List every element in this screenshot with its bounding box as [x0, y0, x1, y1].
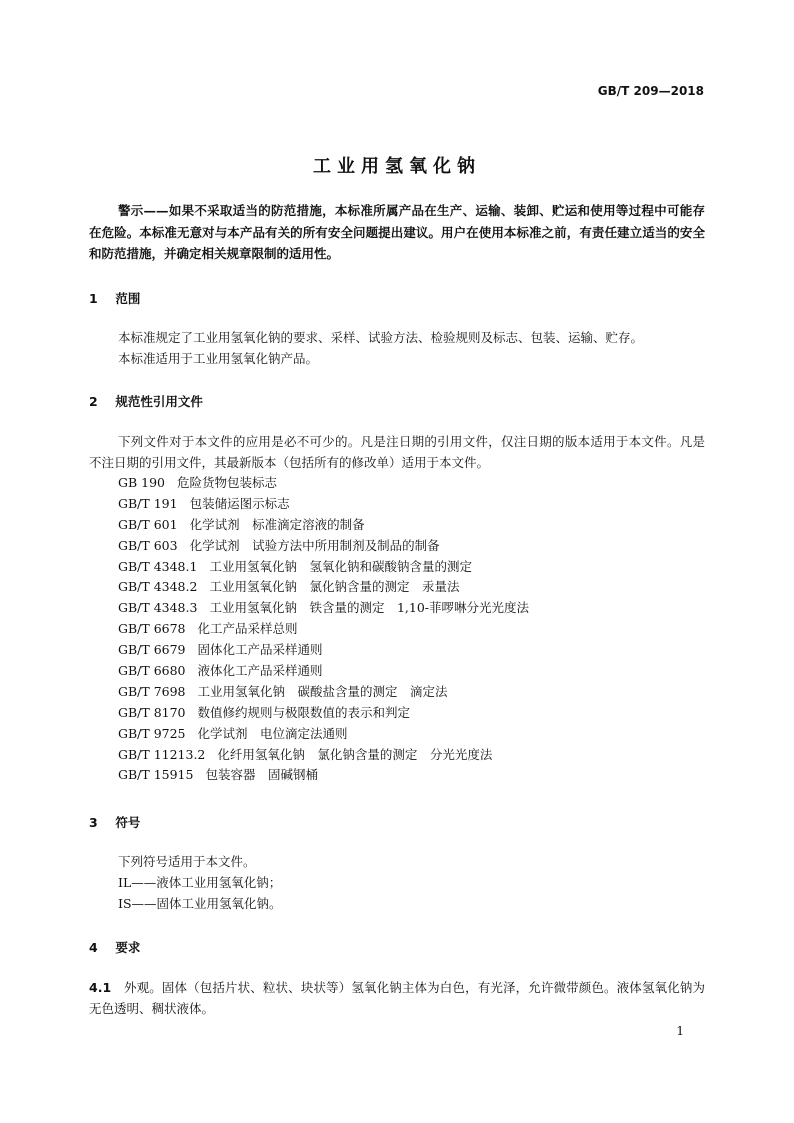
section-heading-references: [89, 392, 203, 410]
section-heading-requirements: [89, 938, 140, 956]
warning-paragraph: 警示——如果不采取适当的防范措施，本标准所属产品在生产、运输、装卸、贮运和使用等过程中可能存在危险。本标准无意对与本产品有关的所有安全问题提出建议。用户在使用本标准之前，有责任建立适当的安全和防范措施，并确定相关规章限制的适用性。: [89, 203, 705, 261]
reference-title: 包装容器 固碱钢桶: [205, 767, 318, 783]
symbol-il: IL——液体工业用氢氧化钠；: [118, 875, 282, 890]
reference-title: 化学试剂 标准滴定溶液的制备: [189, 516, 365, 532]
reference-title: 工业用氢氧化钠 氢氧化钠和碳酸钠含量的测定: [209, 558, 472, 574]
section-title: 规范性引用文件: [115, 394, 203, 409]
clause-number: 4.1: [89, 980, 112, 995]
list-item: [118, 536, 529, 557]
reference-title: 工业用氢氧化钠 碳酸盐含量的测定 滴定法: [197, 683, 448, 699]
list-item: [118, 473, 529, 494]
reference-title: 包装储运图示标志: [189, 495, 290, 511]
document-title: 工业用氢氧化钠: [313, 156, 481, 177]
scope-paragraph-1: 本标准规定了工业用氢氧化钠的要求、采样、试验方法、检验规则及标志、包装、运输、贮存。: [118, 330, 644, 345]
reference-code: GB/T 15915: [118, 767, 194, 783]
list-item: [118, 515, 529, 536]
reference-title: 数值修约规则与极限数值的表示和判定: [197, 704, 411, 720]
reference-title: 化学试剂 试验方法中所用制剂及制品的制备: [189, 537, 440, 553]
reference-list: [118, 473, 529, 786]
section-number: 2: [89, 394, 98, 409]
reference-title: 化纤用氢氧化钠 氯化钠含量的测定 分光光度法: [217, 746, 493, 762]
list-item: [118, 494, 529, 515]
references-intro: 下列文件对于本文件的应用是必不可少的。凡是注日期的引用文件，仅注日期的版本适用于本文件。凡是不注日期的引用文件，其最新版本（包括所有的修改单）适用于本文件。: [89, 434, 705, 470]
section-number: 3: [89, 815, 98, 830]
reference-title: 液体化工产品采样通则: [197, 663, 323, 679]
list-item: [118, 703, 529, 724]
list-item: [118, 598, 529, 619]
standard-code: GB/T 209—2018: [597, 84, 704, 98]
section-heading-scope: [89, 289, 140, 307]
section-title: 要求: [115, 940, 141, 955]
reference-code: GB/T 6679: [118, 642, 186, 658]
reference-code: GB/T 9725: [118, 725, 186, 741]
list-item: [118, 745, 529, 766]
list-item: [118, 661, 529, 682]
reference-code: GB/T 7698: [118, 683, 186, 699]
scope-paragraph-2: 本标准适用于工业用氢氧化钠产品。: [118, 351, 319, 366]
list-item: [118, 619, 529, 640]
reference-title: 化工产品采样总则: [197, 621, 298, 637]
page-number: 1: [676, 1024, 684, 1038]
section-title: 范围: [115, 291, 141, 306]
section-number: 1: [89, 291, 98, 306]
reference-code: GB/T 603: [118, 537, 178, 553]
reference-title: 化学试剂 电位滴定法通则: [197, 725, 348, 741]
list-item: [118, 557, 529, 578]
reference-title: 固体化工产品采样通则: [197, 642, 323, 658]
reference-code: GB/T 191: [118, 495, 178, 511]
list-item: [118, 724, 529, 745]
reference-code: GB/T 4348.2: [118, 579, 198, 595]
reference-code: GB/T 4348.1: [118, 558, 198, 574]
reference-code: GB 190: [118, 475, 166, 490]
list-item: [118, 577, 529, 598]
list-item: [118, 640, 529, 661]
reference-code: GB/T 11213.2: [118, 746, 206, 762]
clause-4-1: [89, 977, 705, 1019]
reference-code: GB/T 8170: [118, 704, 186, 720]
symbol-is: IS——固体工业用氢氧化钠。: [118, 896, 282, 911]
reference-code: GB/T 6680: [118, 663, 186, 679]
section-number: 4: [89, 940, 98, 955]
list-item: [118, 765, 529, 786]
list-item: [118, 682, 529, 703]
reference-title: 危险货物包装标志: [177, 475, 278, 490]
reference-title: 工业用氢氧化钠 铁含量的测定 1,10-菲啰啉分光光度法: [209, 600, 529, 616]
reference-code: GB/T 4348.3: [118, 600, 198, 616]
section-heading-symbols: [89, 813, 140, 831]
symbols-intro: 下列符号适用于本文件。: [118, 854, 256, 869]
reference-code: GB/T 6678: [118, 621, 186, 637]
reference-title: 工业用氢氧化钠 氯化钠含量的测定 汞量法: [209, 579, 460, 595]
section-title: 符号: [115, 815, 141, 830]
reference-code: GB/T 601: [118, 516, 178, 532]
clause-text: 外观。固体（包括片状、粒状、块状等）氢氧化钠主体为白色，有光泽，允许微带颜色。液体氢氧化钠为无色透明、稠状液体。: [89, 980, 705, 1016]
